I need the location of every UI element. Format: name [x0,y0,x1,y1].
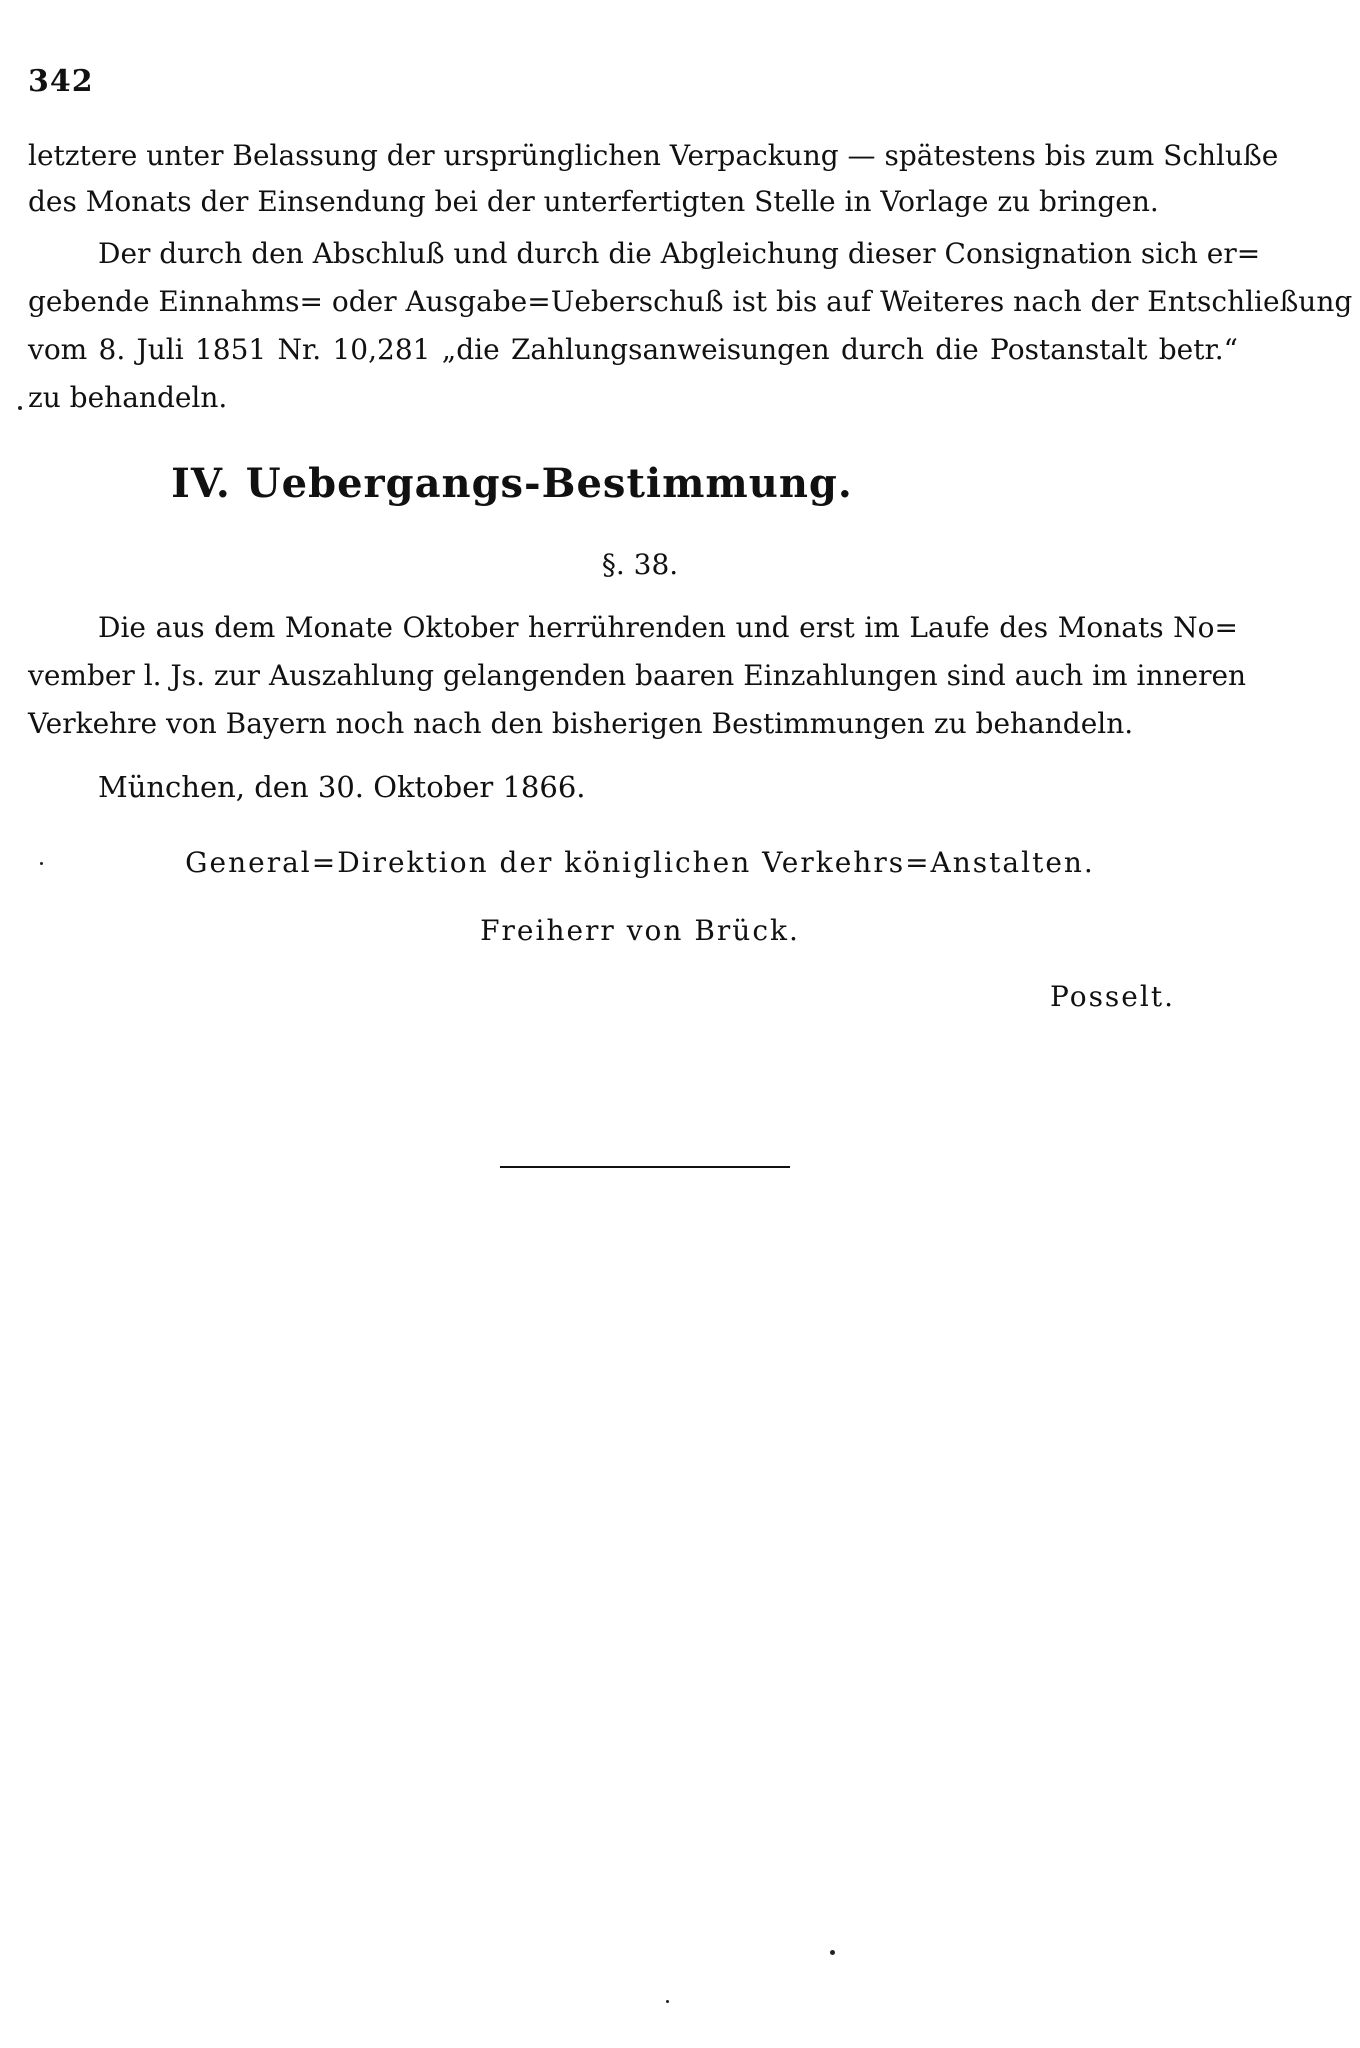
issuing-authority: General=Direktion der königlichen Verkehrs=Anstalten. [185,846,1095,879]
signatory-2: Posselt. [1050,980,1175,1013]
closing-rule [500,1166,790,1168]
text-line: gebende Einnahms= oder Ausgabe=Ueberschuß ist bis auf Weiteres nach der Entschließung [28,285,1353,318]
text-line: vom 8. Juli 1851 Nr. 10,281 „die Zahlungsanweisungen durch die Postanstalt betr.“ [28,333,1238,366]
print-speck [666,2000,669,2003]
text-line: zu behandeln. [28,381,228,414]
print-speck [830,1950,835,1955]
text-line: Die aus dem Monate Oktober herrührenden und erst im Laufe des Monats No= [98,611,1238,644]
text-line: letztere unter Belassung der ursprünglichen Verpackung — spätestens bis zum Schluße [28,139,1279,172]
section-heading: IV. Uebergangs-Bestimmung. [171,460,853,507]
text-line: vember l. Js. zur Auszahlung gelangenden baaren Einzahlungen sind auch im inneren [28,659,1247,692]
place-date: München, den 30. Oktober 1866. [98,770,586,804]
signatory-1: Freiherr von Brück. [480,914,800,947]
paragraph-sign: §. 38. [601,548,679,581]
text-line: Der durch den Abschluß und durch die Abgleichung dieser Consignation sich er= [98,237,1261,270]
print-speck [18,406,22,410]
text-line: Verkehre von Bayern noch nach den bisherigen Bestimmungen zu behandeln. [28,707,1134,740]
print-speck [40,862,43,865]
page-number: 342 [28,64,94,99]
text-line: des Monats der Einsendung bei der unterfertigten Stelle in Vorlage zu bringen. [28,185,1159,218]
